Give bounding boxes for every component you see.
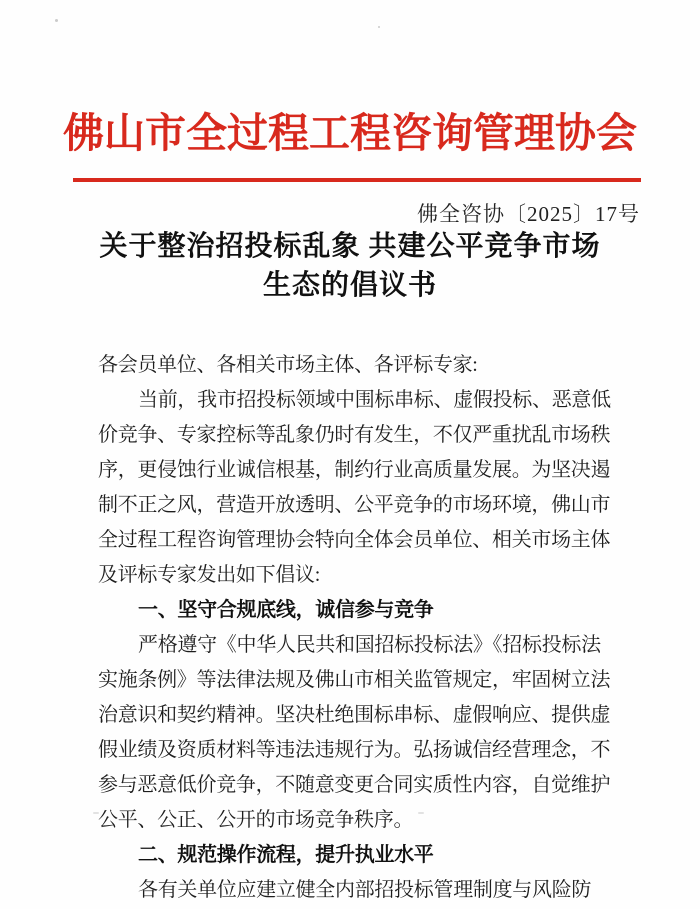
scan-speck	[93, 812, 99, 814]
body-text-line: 各有关单位应建立健全内部招投标管理制度与风险防	[138, 879, 592, 901]
body-text-line: 参与恶意低价竞争，不随意变更合同实质性内容，自觉维护	[98, 774, 611, 796]
body-text-line: 制不正之风，营造开放透明、公平竞争的市场环境，佛山市	[98, 494, 611, 516]
body-text-line: 价竞争、专家控标等乱象仍时有发生，不仅严重扰乱市场秩	[98, 424, 611, 446]
body-text-line: 及评标专家发出如下倡议:	[98, 564, 320, 586]
salutation-line: 各会员单位、各相关市场主体、各评标专家:	[98, 354, 478, 376]
doc-title-line2: 生态的倡议书	[262, 270, 437, 301]
scan-speck	[418, 812, 424, 814]
body-text-line: 治意识和契约精神。坚决杜绝围标串标、虚假响应、提供虚	[98, 704, 611, 726]
org-name-header: 佛山市全过程工程咨询管理协会	[63, 110, 637, 156]
body-text-line: 当前，我市招投标领域中围标串标、虚假投标、恶意低	[138, 389, 611, 411]
section-heading: 二、规范操作流程，提升执业水平	[138, 844, 434, 866]
scan-speck	[55, 19, 58, 22]
doc-body	[98, 348, 613, 908]
scan-speck	[378, 26, 380, 28]
doc-number: 佛全咨协〔2025〕17号	[417, 202, 640, 226]
body-text-line: 公平、公正、公开的市场竞争秩序。	[98, 809, 414, 831]
body-text-line: 实施条例》等法律法规及佛山市相关监管规定，牢固树立法	[98, 669, 611, 691]
doc-title-line1: 关于整治招投标乱象 共建公平竞争市场	[99, 231, 601, 262]
body-text-line: 严格遵守《中华人民共和国招标投标法》《招标投标法	[138, 634, 601, 656]
red-divider-line	[73, 178, 641, 182]
body-text-line: 全过程工程咨询管理协会特向全体会员单位、相关市场主体	[98, 529, 611, 551]
body-text-line: 假业绩及资质材料等违法违规行为。弘扬诚信经营理念，不	[98, 739, 611, 761]
doc-title	[0, 227, 700, 305]
section-heading: 一、坚守合规底线，诚信参与竞争	[138, 599, 434, 621]
body-text-line: 序，更侵蚀行业诚信根基，制约行业高质量发展。为坚决遏	[98, 459, 611, 481]
